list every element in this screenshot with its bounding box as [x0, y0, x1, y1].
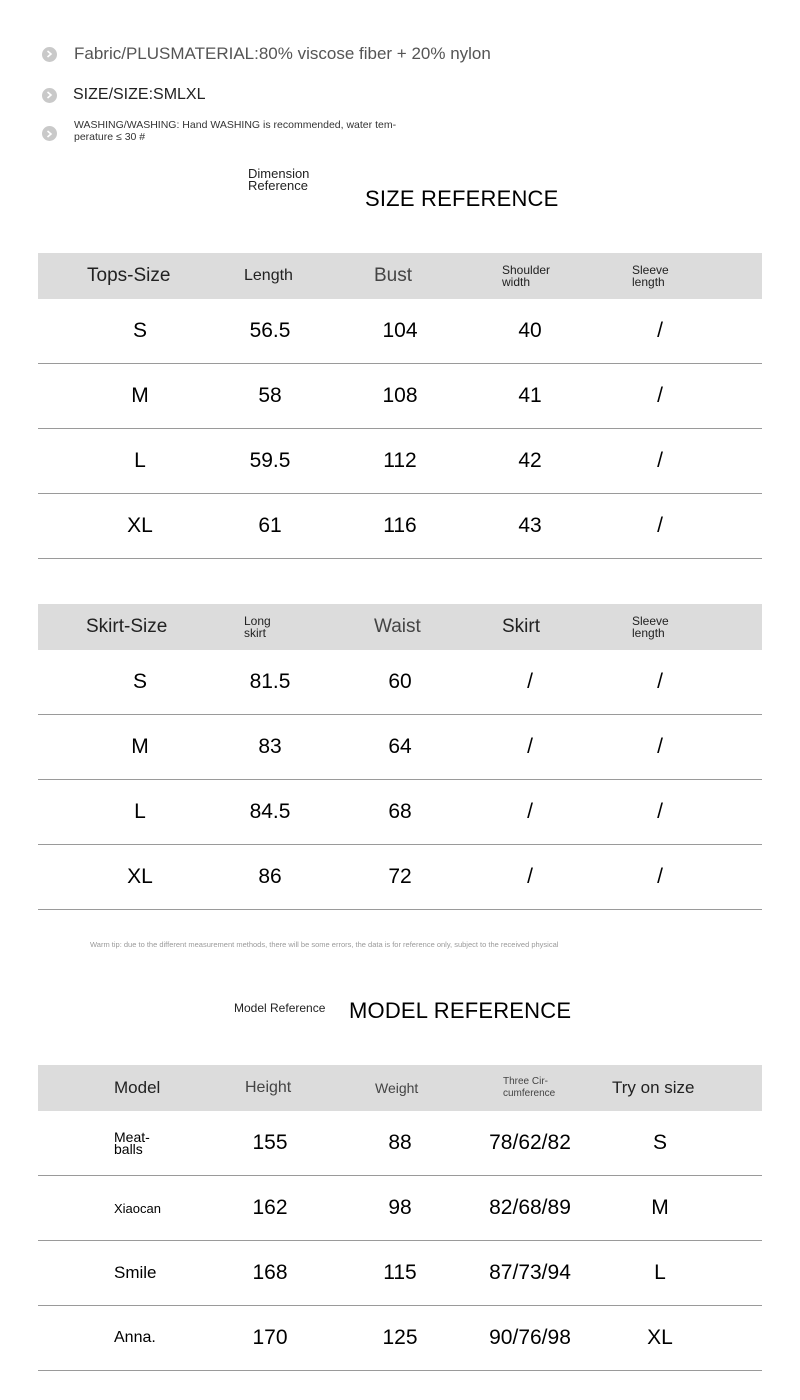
column-header: Long skirt: [244, 614, 271, 640]
table-cell: 86: [258, 865, 282, 888]
table-cell: /: [657, 670, 663, 693]
column-header: Length: [244, 267, 293, 284]
column-header: Shoulder width: [502, 263, 551, 289]
table-cell: 81.5: [249, 670, 291, 693]
table-cell: 58: [258, 384, 282, 407]
washing-text: WASHING/WASHING: Hand WASHING is recommended, water tem- perature ≤ 30 #: [74, 119, 397, 143]
table-cell: /: [657, 800, 663, 823]
table-row: [38, 364, 762, 429]
column-header: Skirt: [502, 616, 540, 637]
table-row: [38, 1241, 762, 1306]
table-cell: 64: [388, 735, 412, 758]
table-cell: Meat- balls: [114, 1129, 150, 1157]
table-cell: 88: [388, 1131, 412, 1154]
table-cell: L: [134, 800, 146, 823]
table-row: [38, 429, 762, 494]
table-cell: 83: [258, 735, 282, 758]
table-row: [38, 299, 762, 364]
table-cell: 78/62/82: [489, 1131, 571, 1154]
table-cell: 87/73/94: [489, 1261, 571, 1284]
table-cell: /: [527, 865, 533, 888]
table-cell: 56.5: [249, 319, 291, 342]
table-cell: M: [131, 735, 149, 758]
skirt-size-table: [38, 604, 762, 910]
table-cell: 41: [518, 384, 542, 407]
table-row: [38, 1306, 762, 1371]
size-reference-label: Dimension Reference: [248, 166, 310, 193]
table-cell: /: [657, 514, 663, 537]
table-cell: XL: [647, 1326, 673, 1349]
table-cell: S: [652, 1131, 667, 1154]
column-header: Weight: [375, 1080, 419, 1096]
table-cell: XL: [127, 865, 153, 888]
table-cell: 162: [252, 1196, 288, 1219]
size-info: [42, 86, 205, 104]
size-text: SIZE/SIZE:SMLXL: [73, 86, 206, 103]
table-cell: L: [134, 449, 146, 472]
table-cell: XL: [127, 514, 153, 537]
table-cell: 104: [382, 319, 418, 342]
table-cell: 82/68/89: [489, 1196, 571, 1219]
table-cell: 90/76/98: [489, 1326, 571, 1349]
table-cell: 60: [388, 670, 412, 693]
table-cell: L: [654, 1261, 666, 1284]
table-cell: M: [131, 384, 149, 407]
table-cell: 98: [388, 1196, 412, 1219]
fabric-info: [42, 44, 491, 64]
column-header: Sleeve length: [632, 263, 669, 289]
table-cell: /: [657, 735, 663, 758]
model-reference-label: Model Reference: [234, 1001, 326, 1015]
table-cell: 125: [382, 1326, 418, 1349]
table-cell: /: [657, 319, 663, 342]
table-cell: S: [132, 670, 147, 693]
table-cell: 155: [252, 1131, 288, 1154]
column-header: Three Cir- cumference: [503, 1076, 556, 1099]
size-reference-title: SIZE REFERENCE: [365, 186, 559, 211]
table-cell: 116: [383, 514, 417, 537]
table-cell: 59.5: [249, 449, 291, 472]
table-header: [38, 604, 762, 650]
column-header: Try on size: [612, 1078, 695, 1097]
table-cell: M: [651, 1196, 669, 1219]
tops-size-table: [38, 253, 762, 559]
column-header: Bust: [374, 265, 413, 286]
table-cell: 61: [258, 514, 282, 537]
table-cell: 43: [518, 514, 542, 537]
column-header: Tops-Size: [87, 265, 171, 286]
chevron-right-icon: [42, 126, 57, 141]
table-row: [38, 650, 762, 715]
table-cell: 84.5: [249, 800, 291, 823]
table-cell: 40: [518, 319, 542, 342]
table-cell: /: [657, 865, 663, 888]
table-cell: /: [657, 449, 663, 472]
warm-tip-note: Warm tip: due to the different measurement methods, there will be some errors, the data is for reference only, subject to the received physical: [90, 940, 559, 949]
fabric-text: Fabric/PLUSMATERIAL:80% viscose fiber + 20% nylon: [74, 44, 491, 63]
table-row: [38, 1111, 762, 1176]
table-header: [38, 253, 762, 299]
table-cell: 112: [383, 449, 417, 472]
table-cell: S: [132, 319, 147, 342]
column-header: Skirt-Size: [86, 616, 168, 637]
table-row: [38, 1176, 762, 1241]
table-cell: /: [657, 384, 663, 407]
chevron-right-icon: [42, 47, 57, 62]
model-reference-table: [38, 1065, 762, 1371]
column-header: Model: [114, 1078, 161, 1097]
table-cell: 115: [383, 1261, 417, 1284]
table-row: [38, 780, 762, 845]
table-cell: 42: [518, 449, 542, 472]
column-header: Waist: [374, 616, 421, 637]
chevron-right-icon: [42, 88, 57, 103]
washing-info: [42, 120, 419, 143]
table-row: [38, 715, 762, 780]
table-cell: 170: [252, 1326, 288, 1349]
model-reference-title: MODEL REFERENCE: [349, 998, 572, 1023]
table-cell: /: [527, 670, 533, 693]
column-header: Sleeve length: [632, 614, 669, 640]
table-cell: /: [527, 735, 533, 758]
table-cell: Anna.: [114, 1329, 156, 1346]
table-cell: Xiaocan: [114, 1200, 161, 1216]
table-header: [38, 1065, 762, 1111]
column-header: Height: [245, 1079, 292, 1096]
table-cell: 108: [382, 384, 418, 407]
table-cell: /: [527, 800, 533, 823]
table-cell: 68: [388, 800, 412, 823]
table-row: [38, 494, 762, 559]
table-row: [38, 845, 762, 910]
table-cell: 168: [252, 1261, 288, 1284]
table-cell: Smile: [114, 1263, 157, 1282]
table-cell: 72: [388, 865, 412, 888]
